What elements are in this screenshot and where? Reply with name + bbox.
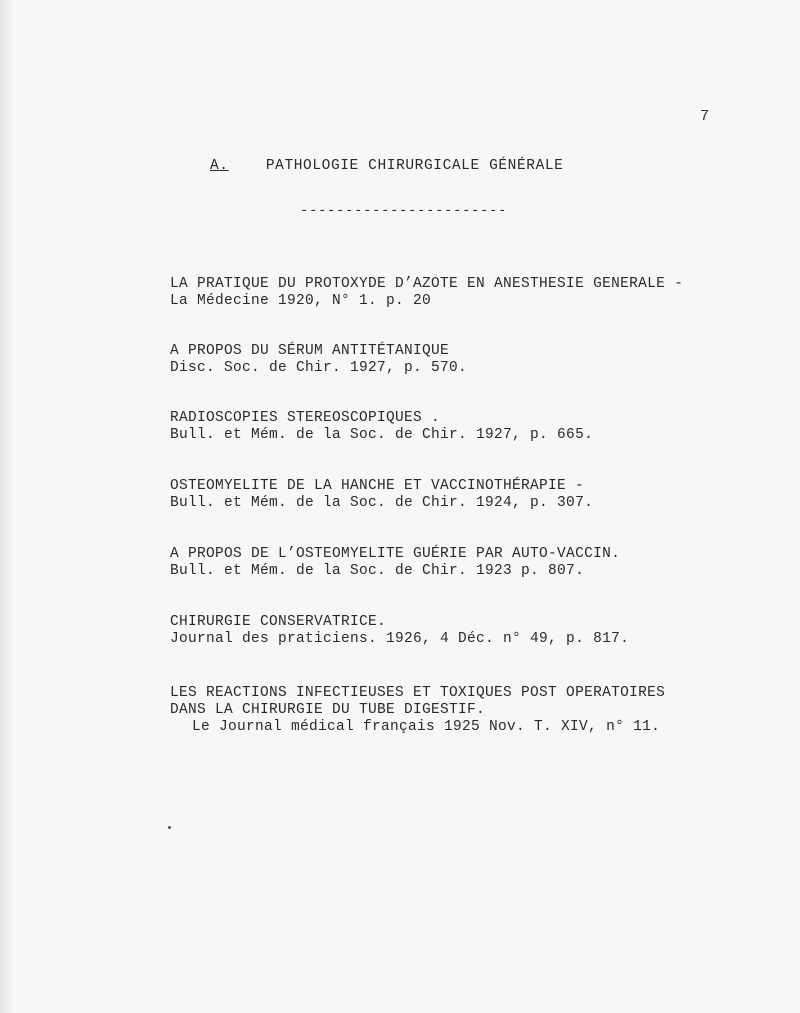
entry-title: RADIOSCOPIES STEREOSCOPIQUES . (170, 410, 441, 426)
entry-source: La Médecine 1920, N° 1. p. 20 (170, 293, 432, 309)
entry-title: A PROPOS DU SÉRUM ANTITÉTANIQUE (170, 343, 450, 359)
entry-title: LA PRATIQUE DU PROTOXYDE D’AZOTE EN ANESTHESIE GENERALE - (170, 276, 684, 292)
section-letter: A. (210, 158, 229, 174)
section-title: PATHOLOGIE CHIRURGICALE GÉNÉRALE (265, 158, 564, 174)
ink-speck (168, 826, 171, 829)
bibliography-entry (170, 343, 467, 377)
entry-source: Le Journal médical français 1925 Nov. T. XIV, n° 11. (192, 719, 661, 735)
page-edge-shadow (0, 0, 14, 1013)
entry-title: A PROPOS DE L’OSTEOMYELITE GUÉRIE PAR AUTO-VACCIN. (170, 546, 621, 562)
entry-title: LES REACTIONS INFECTIEUSES ET TOXIQUES POST OPERATOIRES (170, 685, 666, 701)
entry-title: CHIRURGIE CONSERVATRICE. (170, 614, 387, 630)
heading-rule: ----------------------- (300, 203, 508, 219)
entry-source: Disc. Soc. de Chir. 1927, p. 570. (170, 360, 468, 376)
entry-source: Bull. et Mém. de la Soc. de Chir. 1927, p. 665. (170, 427, 594, 443)
bibliography-entry (170, 685, 665, 736)
bibliography-entry (170, 410, 593, 444)
page-number: 7 (700, 108, 710, 125)
entry-title: OSTEOMYELITE DE LA HANCHE ET VACCINOTHÉRAPIE - (170, 478, 585, 494)
entry-source: Bull. et Mém. de la Soc. de Chir. 1923 p. 807. (170, 563, 585, 579)
bibliography-entry (170, 276, 683, 310)
bibliography-entry (170, 546, 620, 580)
entry-title-continued: DANS LA CHIRURGIE DU TUBE DIGESTIF. (170, 702, 486, 718)
bibliography-entry (170, 478, 593, 512)
entry-source: Journal des praticiens. 1926, 4 Déc. n° 49, p. 817. (170, 631, 630, 647)
section-heading (210, 158, 564, 174)
bibliography-entry (170, 614, 629, 648)
entry-source: Bull. et Mém. de la Soc. de Chir. 1924, p. 307. (170, 495, 594, 511)
